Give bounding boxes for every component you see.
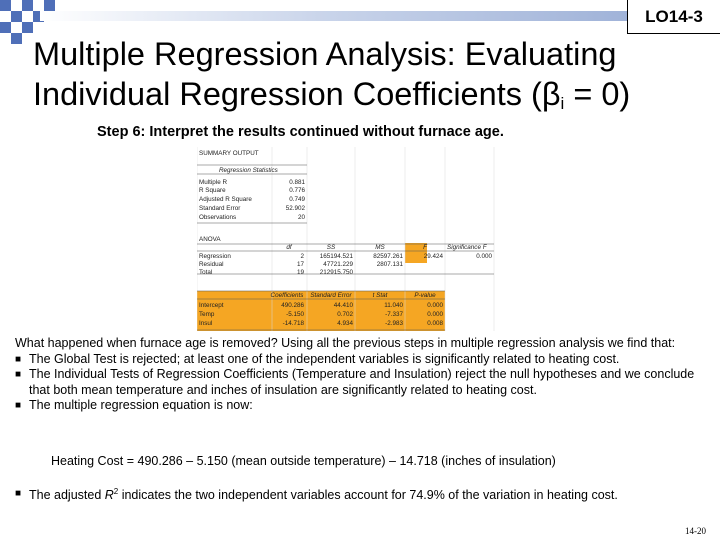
body-text bbox=[15, 336, 709, 414]
coef-cell: -5.150 bbox=[286, 311, 304, 318]
regression-equation: Heating Cost = 490.286 – 5.150 (mean outside temperature) – 14.718 (inches of insulation) bbox=[51, 454, 556, 468]
coef-col-stderr: Standard Error bbox=[310, 292, 352, 299]
anova-row-label: Residual bbox=[199, 261, 224, 268]
stat-value: 52.902 bbox=[285, 205, 305, 212]
stat-label: R Square bbox=[199, 187, 226, 194]
anova-cell: 2807.131 bbox=[376, 261, 403, 268]
anova-cell: 212915.750 bbox=[319, 269, 353, 276]
regression-stats-heading: Regression Statistics bbox=[219, 167, 278, 174]
coef-cell: -14.718 bbox=[282, 320, 304, 327]
summary-output-table bbox=[197, 147, 495, 331]
anova-cell: 17 bbox=[296, 261, 304, 268]
square-bullet-icon: ■ bbox=[15, 488, 22, 499]
bullet-global-test: ■ The Global Test is rejected; at least one of the independent variables is significantly related to heating cost. bbox=[15, 351, 620, 366]
anova-col-ms: MS bbox=[375, 244, 385, 251]
anova-cell: 2 bbox=[300, 253, 304, 260]
bullet-individual-tests: ■ The Individual Tests of Regression Coefficients (Temperature and Insulation) reject the null hypotheses and we conclude that both mean temperature and inches of insulation are significantly related to heating cost. bbox=[15, 367, 695, 397]
anova-cell: 0.000 bbox=[476, 253, 492, 260]
intro-paragraph: What happened when furnace age is removed? Using all the previous steps in multiple regression analysis we find that: bbox=[15, 336, 676, 350]
coef-cell: 0.008 bbox=[427, 320, 443, 327]
stat-label: Adjusted R Square bbox=[199, 196, 252, 203]
coef-cell: 490.286 bbox=[281, 302, 304, 309]
lo-tag: LO14-3 bbox=[627, 0, 720, 34]
stat-value: 0.776 bbox=[289, 187, 305, 194]
anova-cell: 165194.521 bbox=[319, 253, 353, 260]
summary-caption: SUMMARY OUTPUT bbox=[199, 150, 259, 157]
coef-cell: 0.000 bbox=[427, 302, 443, 309]
anova-col-ss: SS bbox=[326, 244, 336, 251]
anova-heading: ANOVA bbox=[199, 236, 221, 243]
title-line-1: Multiple Regression Analysis: Evaluating bbox=[33, 36, 617, 72]
anova-col-df: df bbox=[286, 244, 292, 251]
slide-title bbox=[33, 34, 713, 114]
stat-value: 0.749 bbox=[289, 196, 305, 203]
stat-value: 0.881 bbox=[289, 179, 305, 186]
square-bullet-icon: ■ bbox=[15, 353, 22, 365]
page-number: 14-20 bbox=[685, 526, 706, 536]
coef-cell: 4.934 bbox=[337, 320, 353, 327]
coef-cell: -7.337 bbox=[385, 311, 403, 318]
coef-row-label: Temp bbox=[199, 311, 215, 318]
title-line-2: Individual Regression Coefficients $(\beta_i = 0)$ bbox=[33, 76, 631, 113]
anova-row-label: Regression bbox=[199, 253, 231, 260]
square-bullet-icon: ■ bbox=[15, 369, 22, 381]
coef-row-label: Intercept bbox=[199, 302, 224, 309]
stat-label: Standard Error bbox=[199, 205, 241, 212]
stat-label: Multiple R bbox=[199, 179, 227, 186]
coef-row-label: Insul bbox=[199, 320, 213, 327]
coef-cell: 44.410 bbox=[333, 302, 353, 309]
stat-label: Observations bbox=[199, 214, 237, 221]
anova-cell: 47721.229 bbox=[323, 261, 353, 268]
square-bullet-icon: ■ bbox=[15, 400, 22, 412]
anova-cell: 82597.261 bbox=[373, 253, 403, 260]
coef-cell: 0.702 bbox=[337, 311, 353, 318]
anova-col-f: F bbox=[423, 244, 427, 251]
coef-cell: 0.000 bbox=[427, 311, 443, 318]
bullet-equation-intro: ■ The multiple regression equation is now: bbox=[15, 398, 253, 413]
coef-col-coefficients: Coefficients bbox=[270, 292, 304, 299]
header-gradient-bar bbox=[40, 11, 672, 21]
anova-row-label: Total bbox=[199, 269, 213, 276]
bullet-adjusted-r2: ■ The adjusted $R^2$ indicates the two independent variables account for 74.9% of the variation in heating cost. bbox=[15, 487, 618, 503]
anova-cell: 29.424 bbox=[423, 253, 443, 260]
anova-cell: 19 bbox=[296, 269, 304, 276]
coef-cell: 11.040 bbox=[384, 302, 403, 309]
coef-col-tstat: t Stat bbox=[372, 292, 388, 299]
coef-col-pvalue: P-value bbox=[414, 292, 436, 299]
coef-cell: -2.983 bbox=[385, 320, 403, 327]
anova-col-sigf: Significance F bbox=[447, 244, 487, 251]
stat-value: 20 bbox=[297, 214, 305, 221]
step-heading: Step 6: Interpret the results continued without furnace age. bbox=[97, 124, 504, 140]
